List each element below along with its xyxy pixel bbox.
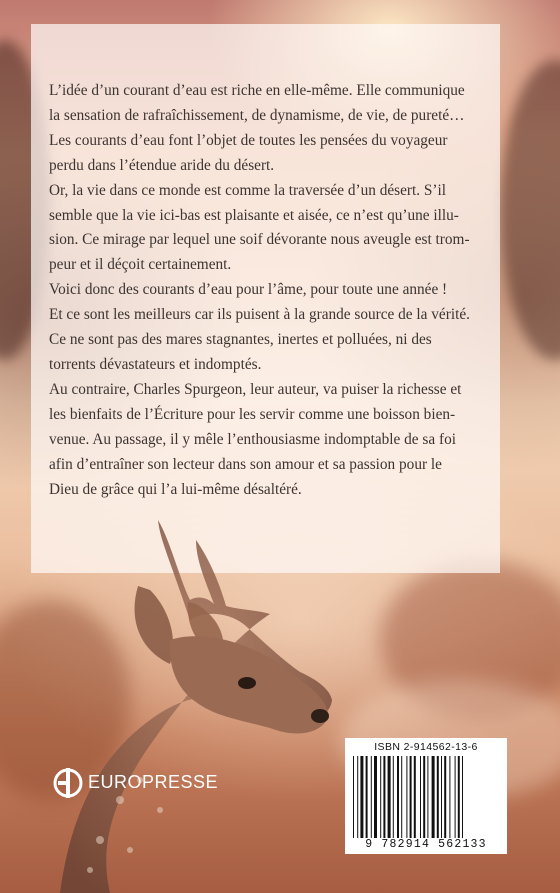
blurb-line: les bienfaits de l’Écriture pour les servir comme une boisson bien- bbox=[49, 405, 456, 423]
blurb-line: Dieu de grâce qui l’a lui-même désaltéré. bbox=[49, 480, 302, 498]
barcode bbox=[345, 738, 507, 854]
fawn-ear-left bbox=[135, 586, 174, 664]
blurb-line: L’idée d’un courant d’eau est riche en elle-même. Elle communique bbox=[49, 82, 465, 99]
fawn-nose bbox=[311, 709, 329, 723]
blurb-line: sion. Ce mirage par lequel une soif dévorante nous aveugle est trom- bbox=[49, 231, 470, 249]
blurb-line: Ce ne sont pas des mares stagnantes, inertes et polluées, ni des bbox=[49, 331, 432, 349]
blurb-line: torrents dévastateurs et indomptés. bbox=[49, 355, 262, 373]
blurb-line: Les courants d’eau font l’objet de toutes les pensées du voyageur bbox=[49, 131, 448, 149]
barcode-bars bbox=[351, 756, 501, 838]
blurb-line: semble que la vie ici-bas est plaisante et aisée, ce n’est qu’une illu- bbox=[49, 206, 459, 224]
fawn-eye bbox=[238, 677, 256, 689]
blurb-line: venue. Au passage, il y mêle l’enthousiasme indomptable de sa foi bbox=[49, 430, 456, 448]
blurb-line: peur et il déçoit certainement. bbox=[49, 256, 232, 274]
blurb-line: la sensation de rafraîchissement, de dynamisme, de vie, de pureté… bbox=[49, 106, 465, 124]
blurb-line: perdu dans l’étendue aride du désert. bbox=[49, 156, 275, 174]
ean-digits: 9 782914 562133 bbox=[365, 838, 487, 851]
blurb-line: Et ce sont les meilleurs car ils puisent à la grande source de la vérité. bbox=[49, 306, 470, 324]
ep-logo-icon bbox=[52, 766, 84, 800]
blurb-line: Au contraire, Charles Spurgeon, leur auteur, va puiser la richesse et bbox=[49, 380, 462, 398]
publisher-name: EUROPRESSE bbox=[88, 772, 219, 792]
blurb-line: afin d’entraîner son lecteur dans son amour et sa passion pour le bbox=[49, 455, 442, 473]
blurb-line: Or, la vie dans ce monde est comme la traversée d’un désert. S’il bbox=[49, 181, 446, 199]
blurb-line: Voici donc des courants d’eau pour l’âme, pour toute une année ! bbox=[49, 281, 448, 299]
isbn-label: ISBN 2-914562-13-6 bbox=[374, 741, 478, 753]
